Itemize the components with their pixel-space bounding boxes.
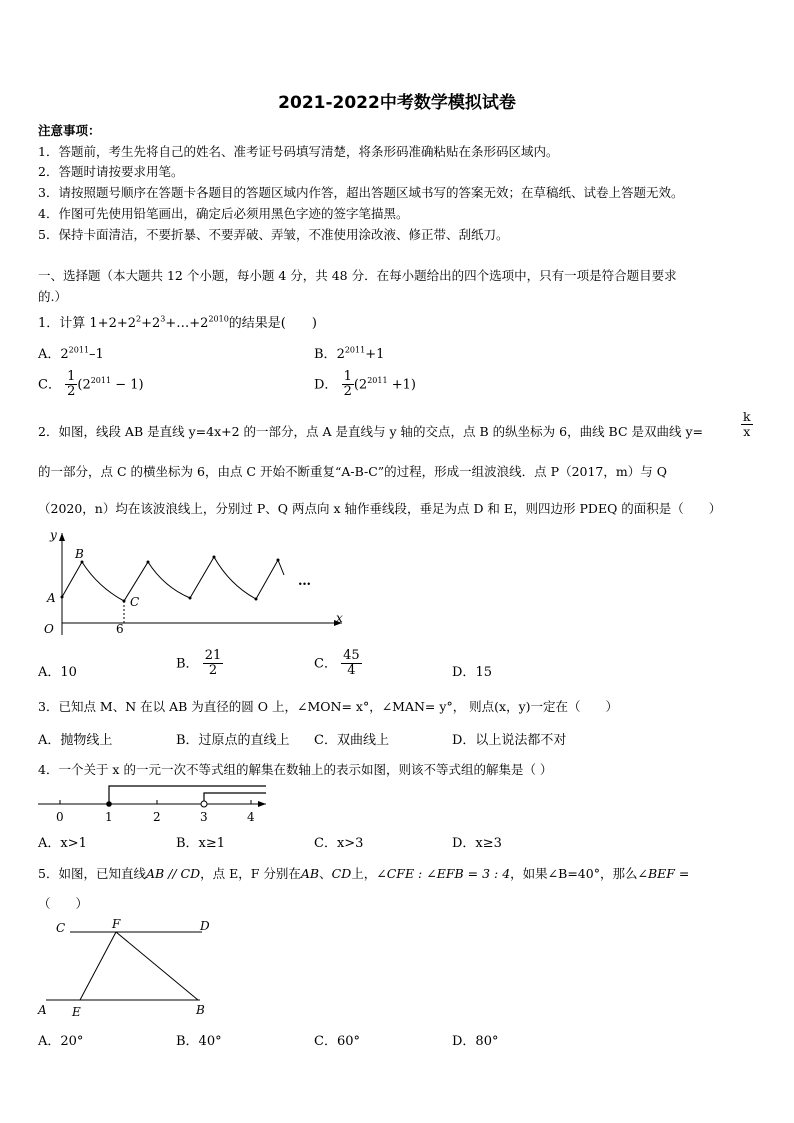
- q3-option-b[interactable]: B．过原点的直线上: [176, 733, 290, 748]
- wave-segment-4: [256, 560, 284, 599]
- q1-stem: 1．计算 $1+2+2^2+2^3+\dots+2^{2010}$的结果是( ): [38, 314, 317, 331]
- label-b: B: [196, 1003, 205, 1017]
- q5-figure: [34, 914, 224, 1020]
- solid-dot-1: [106, 801, 112, 807]
- label-d: D: [200, 919, 210, 933]
- y-axis-arrow: [59, 533, 65, 541]
- q3-option-c[interactable]: C．双曲线上: [314, 733, 389, 748]
- segment-fb: [116, 932, 198, 1000]
- q1-option-d[interactable]: D． $\frac{1}{2}$ $(2^{2011} +1)$: [314, 369, 416, 400]
- label-e: E: [72, 1005, 81, 1019]
- label-six: 6: [116, 622, 124, 636]
- hollow-dot-3: [201, 801, 207, 807]
- q4-number-line: [38, 780, 270, 826]
- page-title: 2021-2022中考数学模拟试卷: [278, 93, 516, 113]
- q2-stem-line1: 2．如图，线段 AB 是直线 y=4x+2 的一部分，点 A 是直线与 y 轴的交点，点 B 的纵坐标为 6，曲线 BC 是双曲线 y=: [38, 424, 704, 439]
- wave-segment-3: [190, 557, 256, 599]
- q5-stem: 5．如图，已知直线AB // CD，点 E，F 分别在AB、CD上，∠CFE : ∠EFB = 3 : 4，如果∠B=40°，那么∠BEF =: [38, 866, 690, 881]
- notice-heading: 注意事项：: [38, 123, 101, 138]
- notice-item: 1．答题前，考生先将自己的姓名、准考证号码填写清楚，将条形码准确粘贴在条形码区域内。: [38, 144, 559, 159]
- notice-item: 4．作图可先使用铅笔画出，确定后必须用黑色字迹的签字笔描黑。: [38, 206, 409, 221]
- q1-option-a[interactable]: A．$2^{2011}-1$: [38, 345, 104, 362]
- label-y: y: [50, 528, 57, 542]
- q5-stem-paren: （ ）: [38, 896, 89, 911]
- notice-item: 5．保持卡面清洁，不要折暴、不要弄破、弄皱，不准使用涂改液、修正带、刮纸刀。: [38, 227, 509, 242]
- q4-option-c[interactable]: C．x>3: [314, 836, 364, 851]
- q4-option-a[interactable]: A．x>1: [38, 836, 87, 851]
- q5-option-d[interactable]: D．80°: [452, 1034, 499, 1049]
- q5-option-a[interactable]: A．20°: [38, 1034, 84, 1049]
- notice-item: 2．答题时请按要求用笔。: [38, 164, 184, 179]
- q2-option-d[interactable]: D．15: [452, 665, 492, 680]
- label-dots: …: [298, 574, 311, 589]
- q3-option-a[interactable]: A．抛物线上: [38, 733, 113, 748]
- q4-option-d[interactable]: D．x≥3: [452, 836, 502, 851]
- q2-fraction: $\frac{k}{x}$: [743, 409, 751, 439]
- section-heading-line2: 的.）: [38, 289, 67, 304]
- q2-stem-line2: 的一部分，点 C 的横坐标为 6，由点 C 开始不断重复“A-B-C”的过程，形成一组波浪线．点 P（2017，m）与 Q: [38, 464, 667, 479]
- label-a: A: [47, 591, 56, 605]
- ray-from-3: [204, 793, 266, 801]
- q2-option-a[interactable]: A．10: [38, 665, 77, 680]
- tick-4: 4: [247, 810, 255, 824]
- q3-option-d[interactable]: D．以上说法都不对: [452, 733, 567, 748]
- notice-item: 3．请按照题号顺序在答题卡各题目的答题区域内作答，超出答题区域书写的答案无效；在草稿纸、试卷上答题无效。: [38, 185, 684, 200]
- q4-stem: 4．一个关于 x 的一元一次不等式组的解集在数轴上的表示如图，则该不等式组的解集是（ ）: [38, 762, 553, 777]
- label-c: C: [130, 595, 140, 609]
- q1-option-c[interactable]: C． $\frac{1}{2}$ $(2^{2011} - 1)$: [38, 369, 144, 400]
- q3-stem: 3．已知点 M、N 在以 AB 为直径的圆 O 上，∠MON= x°，∠MAN= y°， 则点(x，y)一定在（ ）: [38, 699, 619, 714]
- q4-option-b[interactable]: B．x≥1: [176, 836, 226, 851]
- ray-from-1: [109, 786, 266, 804]
- label-b: B: [75, 547, 84, 561]
- label-o: O: [44, 622, 54, 636]
- label-f: F: [112, 917, 121, 931]
- tick-2: 2: [153, 810, 161, 824]
- q5-option-b[interactable]: B．40°: [176, 1034, 222, 1049]
- section-heading-line1: 一、选择题（本大题共 12 个小题，每小题 4 分，共 48 分．在每小题给出的四个选项中，只有一项是符合题目要求: [38, 268, 677, 283]
- tick-3: 3: [200, 810, 208, 824]
- tick-0: 0: [56, 810, 64, 824]
- label-x: x: [336, 611, 343, 625]
- q2-option-b[interactable]: B． $\frac{21}{2}$: [176, 648, 222, 679]
- wave-segment-1: [62, 562, 124, 601]
- number-line-arrow: [258, 801, 266, 807]
- segment-fe: [80, 932, 116, 1000]
- q5-option-c[interactable]: C．60°: [314, 1034, 360, 1049]
- label-c: C: [56, 921, 66, 935]
- q1-option-b[interactable]: B．$2^{2011}+1$: [314, 345, 385, 362]
- tick-1: 1: [105, 810, 113, 824]
- q2-option-c[interactable]: C． $\frac{45}{4}$: [314, 648, 360, 679]
- label-a: A: [38, 1003, 47, 1017]
- q2-wave-figure: [38, 525, 350, 640]
- q2-stem-line3: （2020，n）均在该波浪线上，分别过 P、Q 两点向 x 轴作垂线段，垂足为点 D 和 E，则四边形 PDEQ 的面积是（ ）: [38, 501, 722, 516]
